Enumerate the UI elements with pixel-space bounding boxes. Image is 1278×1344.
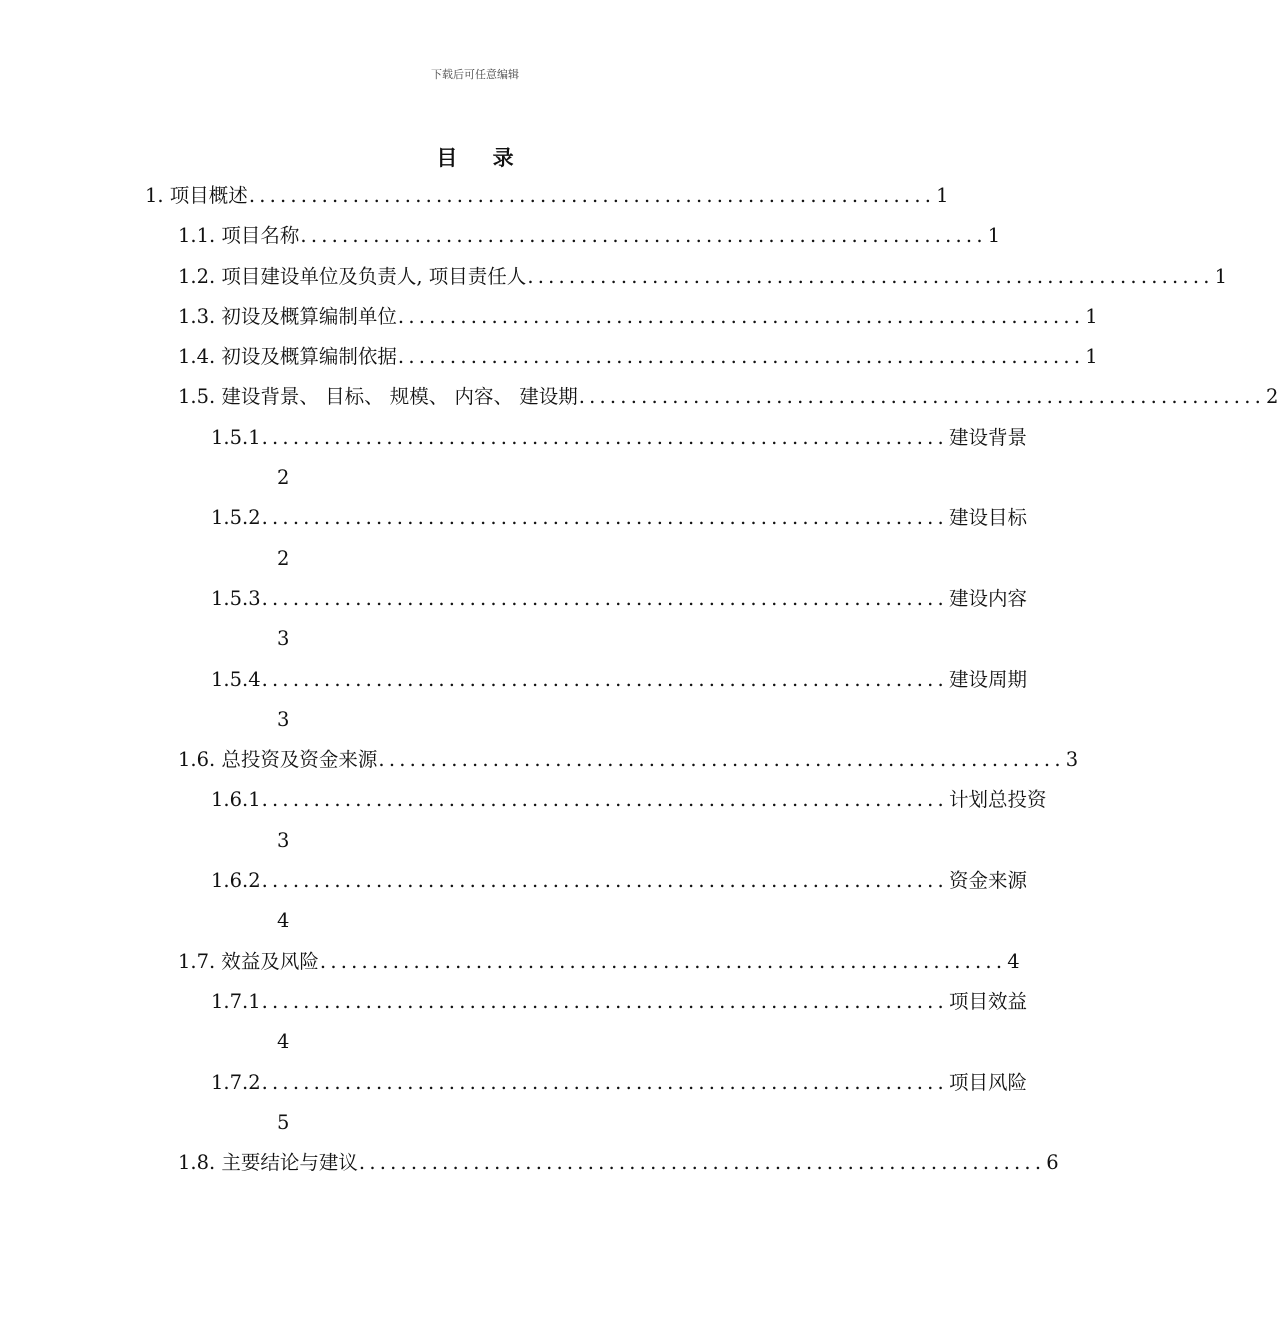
toc-page-number: 3 xyxy=(277,828,290,852)
toc-page-number: 4 xyxy=(277,909,290,933)
toc-title: 目 录 xyxy=(436,145,528,170)
toc-entry-label: 1.1. 项目名称 xyxy=(178,224,300,248)
toc-entry-label: 1.4. 初设及概算编制依据 xyxy=(178,345,397,369)
toc-entry-label: 1.5.1 xyxy=(211,425,261,449)
toc-entry-label: 1.5.2 xyxy=(211,506,261,530)
toc-page-number: 5 xyxy=(277,1110,290,1134)
leader-dots: .................................................................. xyxy=(397,304,1085,328)
leader-dots: .................................................................. xyxy=(261,586,948,610)
toc-page-number: 1 xyxy=(936,184,949,207)
toc-entry-1-8[interactable] xyxy=(178,1143,1059,1183)
leader-dots: .................................................................. xyxy=(261,425,948,449)
toc-page-number: 1 xyxy=(1214,264,1228,288)
leader-dots: .................................................................. xyxy=(378,748,1065,772)
toc-entry-label: 1.6. 总投资及资金来源 xyxy=(178,748,378,772)
header-note: 下载后可任意编辑 xyxy=(431,68,519,81)
leader-dots: .................................................................. xyxy=(261,506,948,530)
toc-page-number: 1 xyxy=(1085,304,1098,328)
toc-entry-title: 项目风险 xyxy=(948,1070,1027,1094)
toc-entry-label: 1.3. 初设及概算编制单位 xyxy=(178,304,397,328)
table-of-contents xyxy=(0,176,1278,1183)
toc-entry-1-5-2[interactable] xyxy=(211,498,1027,538)
toc-entry-1-2[interactable] xyxy=(178,257,1228,297)
toc-page-number: 2 xyxy=(277,546,290,570)
toc-page-number: 6 xyxy=(1046,1151,1059,1175)
leader-dots: .................................................................. xyxy=(319,949,1007,973)
toc-page-number: 1 xyxy=(987,224,1001,248)
toc-entry-title: 建设目标 xyxy=(948,506,1027,530)
toc-page-number: 2 xyxy=(277,466,290,490)
toc-page-number: 3 xyxy=(277,707,290,731)
toc-page-number: 4 xyxy=(277,1030,290,1054)
leader-dots: .................................................................. xyxy=(358,1151,1046,1175)
leader-dots: .................................................................. xyxy=(578,385,1266,409)
toc-entry-label: 1.5. 建设背景、 目标、 规模、 内容、 建设期 xyxy=(178,385,578,409)
toc-entry-label: 1.7.2 xyxy=(211,1070,261,1094)
toc-entry-title: 项目效益 xyxy=(948,989,1027,1013)
toc-entry-1-5-4[interactable] xyxy=(211,660,1027,700)
toc-entry-label: 1.5.4 xyxy=(211,667,261,691)
toc-entry-1-5-3[interactable] xyxy=(211,579,1027,619)
leader-dots: .................................................................. xyxy=(397,345,1085,369)
toc-page-number: 3 xyxy=(277,627,290,651)
toc-entry-label: 1.7. 效益及风险 xyxy=(178,949,319,973)
leader-dots: .................................................................. xyxy=(261,869,948,893)
toc-entry-1-7-2[interactable] xyxy=(211,1063,1027,1103)
toc-entry-title: 建设内容 xyxy=(948,586,1027,610)
toc-entry-1-6[interactable] xyxy=(178,740,1079,780)
toc-entry-label: 1.6.1 xyxy=(211,788,261,812)
toc-entry-1-6-1[interactable] xyxy=(211,780,1047,820)
leader-dots: .................................................................. xyxy=(261,989,948,1013)
toc-entry-label: 1.8. 主要结论与建议 xyxy=(178,1151,358,1175)
leader-dots: .................................................................. xyxy=(261,667,948,691)
toc-page-number: 2 xyxy=(1266,385,1278,409)
toc-entry-title: 建设背景 xyxy=(948,425,1027,449)
leader-dots: .................................................................. xyxy=(261,788,948,812)
toc-entry-label: 1.6.2 xyxy=(211,869,261,893)
toc-entry-1-6-2[interactable] xyxy=(211,861,1027,901)
leader-dots: .................................................................. xyxy=(300,224,987,248)
toc-entry-1-7[interactable] xyxy=(178,942,1020,982)
toc-entry-1-5-1[interactable] xyxy=(211,418,1027,458)
toc-entry-label: 1.5.3 xyxy=(211,586,261,610)
leader-dots: .................................................................. xyxy=(527,264,1214,288)
toc-entry-title: 建设周期 xyxy=(948,667,1027,691)
toc-entry-label: 1. 项目概述 xyxy=(145,184,248,207)
leader-dots: .................................................................. xyxy=(248,184,936,207)
toc-entry-1-7-1[interactable] xyxy=(211,982,1027,1022)
toc-entry-title: 资金来源 xyxy=(948,869,1027,893)
toc-entry-1[interactable] xyxy=(145,176,949,216)
toc-entry-1-3[interactable] xyxy=(178,297,1098,337)
toc-entry-1-5[interactable] xyxy=(178,377,1278,417)
toc-entry-label: 1.2. 项目建设单位及负责人, 项目责任人 xyxy=(178,264,527,288)
toc-page-number: 1 xyxy=(1085,345,1098,369)
toc-entry-1-1[interactable] xyxy=(178,216,1001,256)
toc-entry-title: 计划总投资 xyxy=(948,788,1047,812)
leader-dots: .................................................................. xyxy=(261,1070,948,1094)
toc-page-number: 4 xyxy=(1007,949,1020,973)
toc-page-number: 3 xyxy=(1065,748,1079,772)
toc-entry-label: 1.7.1 xyxy=(211,989,261,1013)
toc-entry-1-4[interactable] xyxy=(178,337,1098,377)
